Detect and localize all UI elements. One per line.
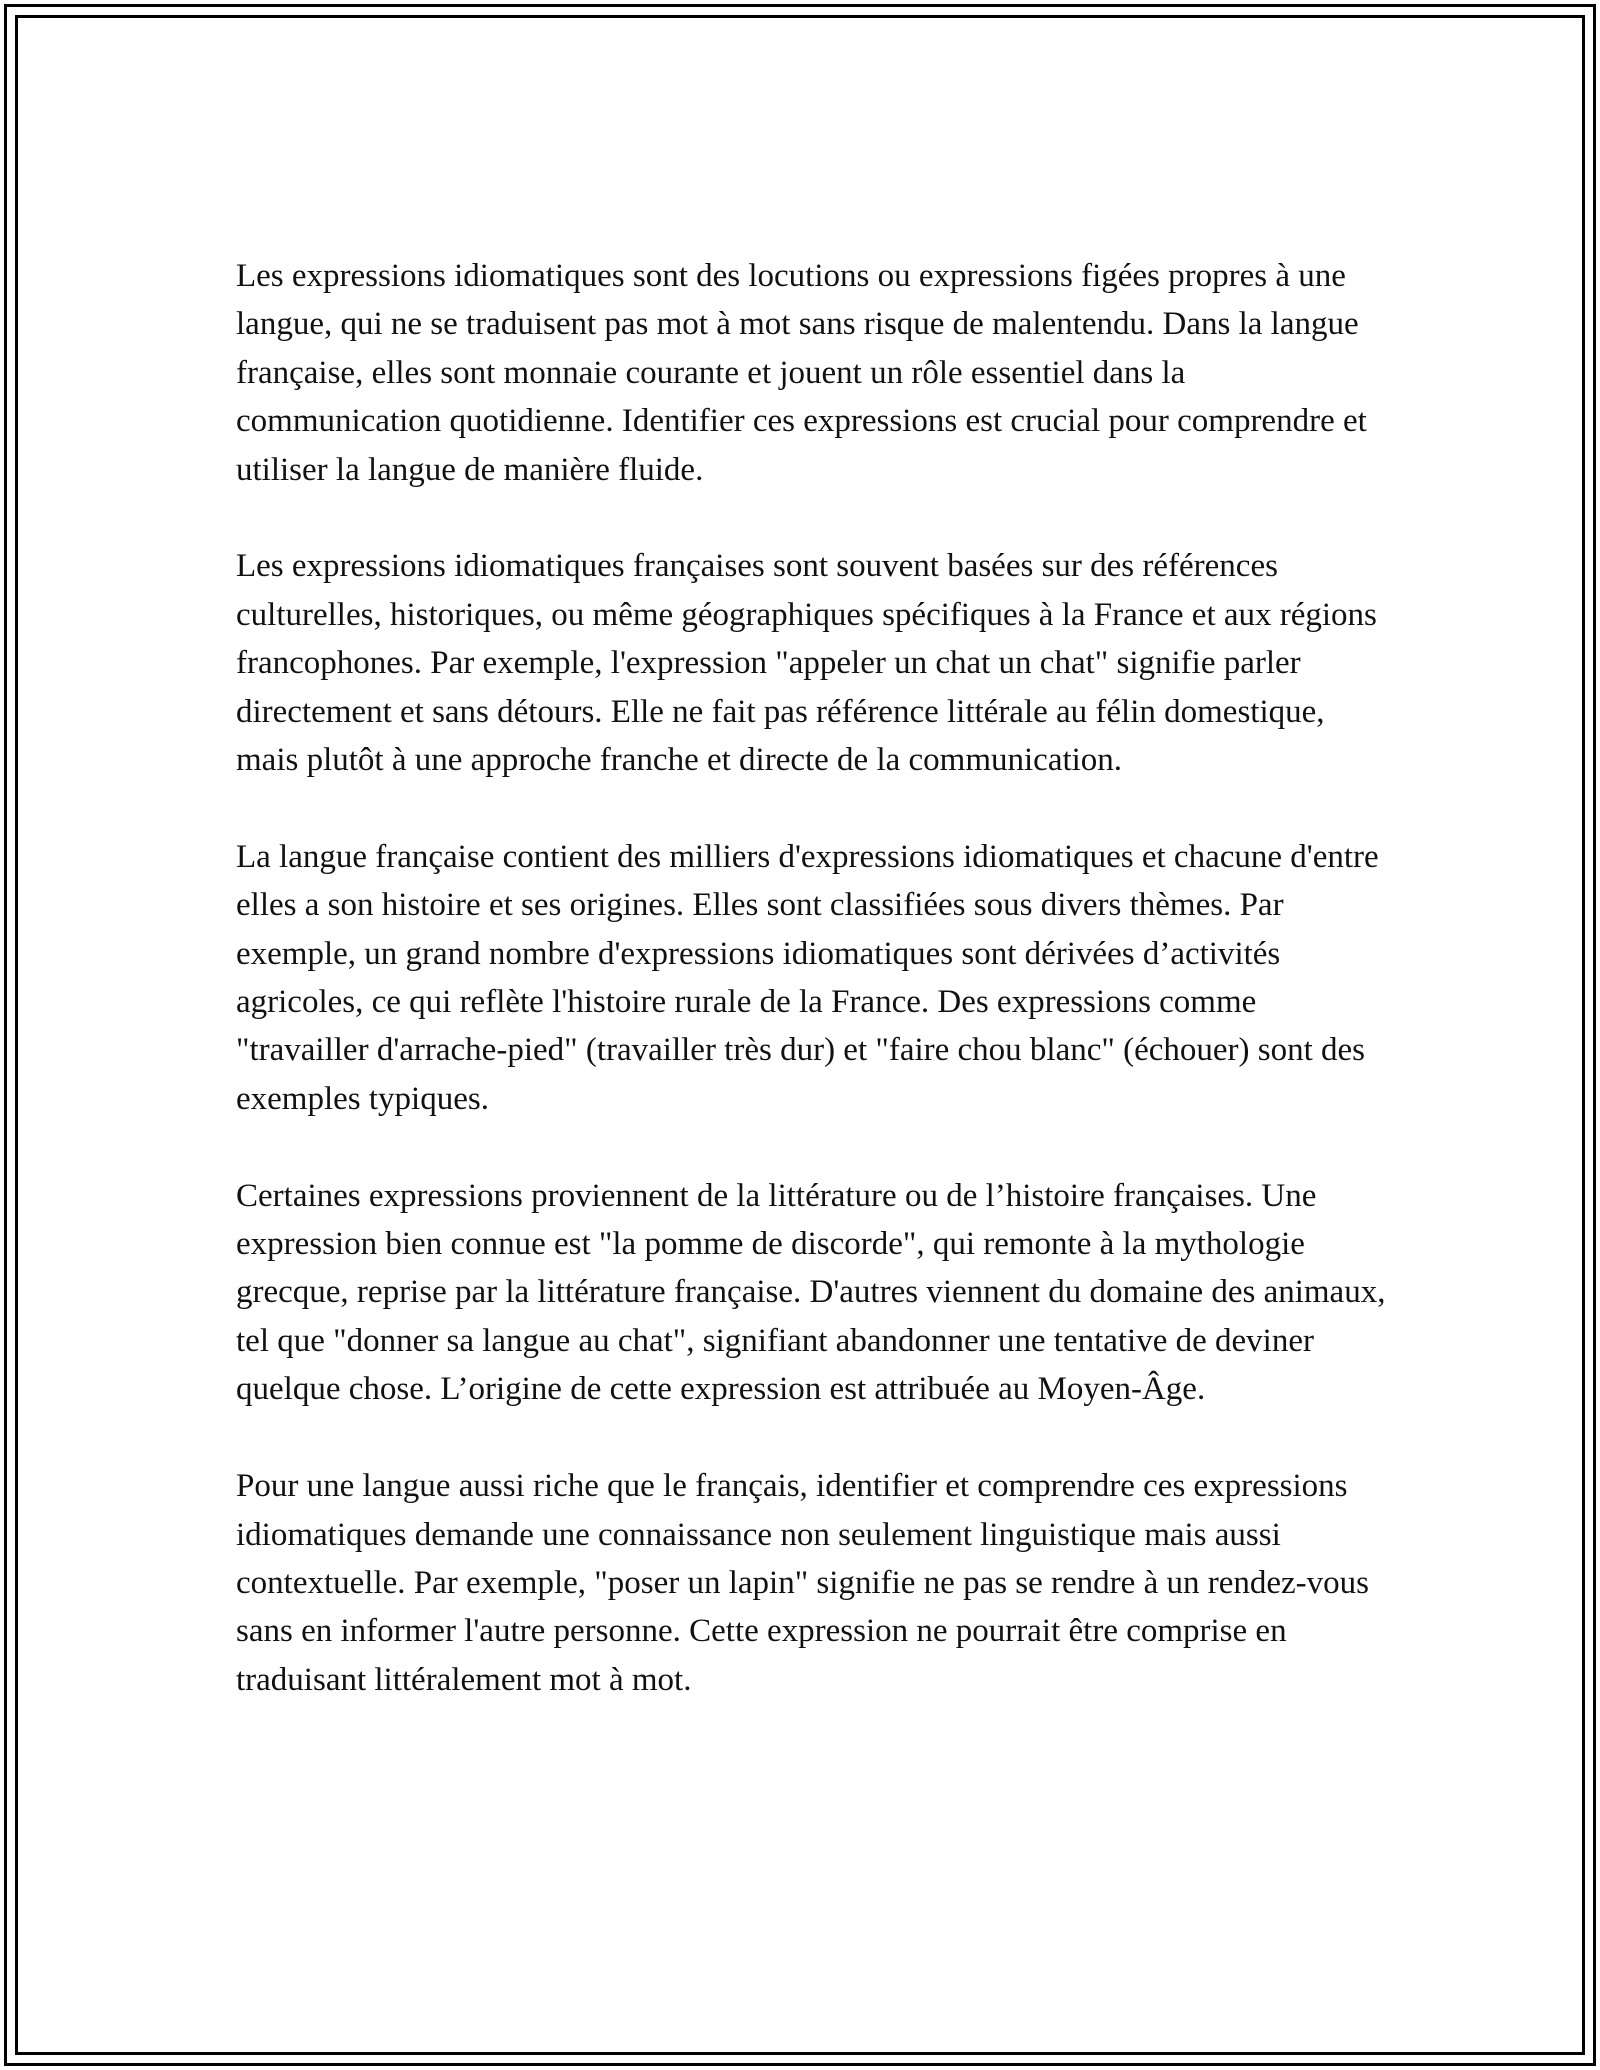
paragraph-2: Les expressions idiomatiques françaises sont souvent basées sur des références culturelles, historiques, ou même géographiques spécifiques à la France et aux régions francophones. Par exemple, l'expression "appeler un chat un chat" signifie parler directement et sans détours. Elle ne fait pas référence littérale au félin domestique, mais plutôt à une approche franche et directe de la communication. <box>236 548 1377 779</box>
paragraph-5: Pour une langue aussi riche que le français, identifier et comprendre ces expressions idiomatiques demande une connaissance non seulement linguistique mais aussi contextuelle. Par exemple, "poser un lapin" signifie ne pas se rendre à un rendez-vous sans en informer l'autre personne. Cette expression ne pourrait être comprise en traduisant littéralement mot à mot. <box>236 1468 1369 1698</box>
paragraph-4: Certaines expressions proviennent de la littérature ou de l’histoire françaises. Une expression bien connue est "la pomme de discorde", qui remonte à la mythologie grecque, reprise par la littérature française. D'autres viennent du domaine des animaux, tel que "donner sa langue au chat", signifiant abandonner une tentative de deviner quelque chose. L’origine de cette expression est attribuée au Moyen-Âge. <box>236 1177 1386 1408</box>
paragraph-1: Les expressions idiomatiques sont des locutions ou expressions figées propres à une langue, qui ne se traduisent pas mot à mot sans risque de malentendu. Dans la langue française, elles sont monnaie courante et jouent un rôle essentiel dans la communication quotidienne. Identifier ces expressions est crucial pour comprendre et utiliser la langue de manière fluide. <box>236 258 1367 488</box>
document-body <box>236 252 1386 1704</box>
paragraph-3: La langue française contient des milliers d'expressions idiomatiques et chacune d'entre elles a son histoire et ses origines. Elles sont classifiées sous divers thèmes. Par exemple, un grand nombre d'expressions idiomatiques sont dérivées d’activités agricoles, ce qui reflète l'histoire rurale de la France. Des expressions comme "travailler d'arrache-pied" (travailler très dur) et "faire chou blanc" (échouer) sont des exemples typiques. <box>236 838 1379 1117</box>
